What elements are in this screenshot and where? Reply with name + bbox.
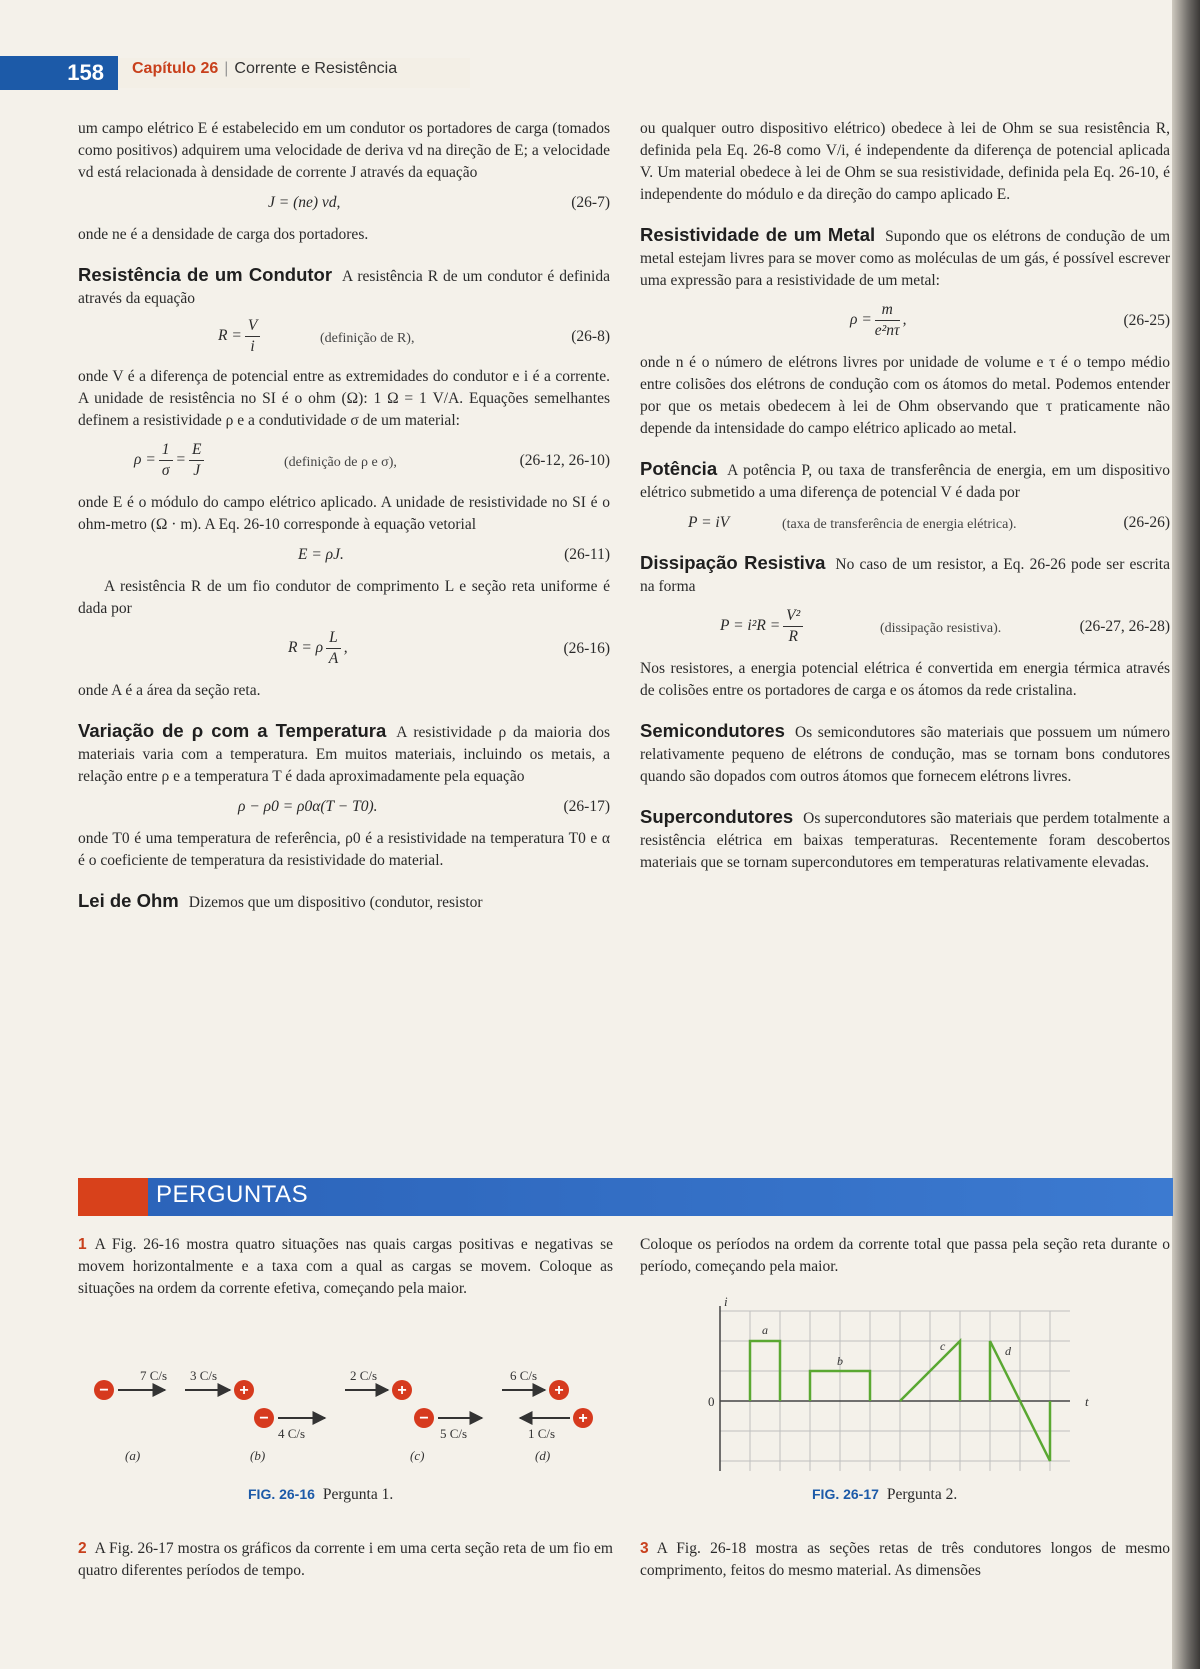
left-paragraph-3: onde V é a diferença de potencial entre as extremidades do condutor e i é a corrente. A unidade de resistência no SI é o ohm (Ω): 1 Ω = 1 V/A. Equações semelhantes definem a resistividade ρ e a condutividade σ de um material:	[78, 368, 610, 429]
grid	[720, 1311, 1070, 1471]
question-1: 1 A Fig. 26-16 mostra quatro situações nas quais cargas positivas e negativas se movem horizontalmente e a taxa com a qual as cargas se movem. Coloque as situações na ordem da corrente efetiva, começando pela maior.	[78, 1236, 613, 1297]
section-title: Dissipação Resistiva	[640, 552, 826, 573]
equation-26-25: ρ = $\frac{m}{\text{e²nτ}}$ , (26-25)	[850, 301, 1170, 339]
section-supercondutores: Supercondutores Os supercondutores são materiais que perdem totalmente a resistência elétrica em baixas temperaturas. Recentemente foram descobertos materiais que se tornam supercondutores em temperaturas relativamente elevadas.	[640, 806, 1170, 871]
label-b: (b)	[250, 1448, 266, 1463]
section-dissipacao: Dissipação Resistiva No caso de um resistor, a Eq. 26-26 pode ser escrita na forma	[640, 552, 1170, 595]
equation-26-12: ρ = $\frac{1}{\sigma}$ = $\frac{E}{J}$ (definição de ρ e σ), (26-12, 26-10)	[134, 441, 610, 479]
label-d: (d)	[535, 1448, 551, 1463]
book-spine-shadow	[1172, 0, 1200, 1669]
section-resistencia: Resistência de um Condutor A resistência R de um condutor é definida através da equação	[78, 264, 610, 307]
curve-label-a: a	[762, 1323, 768, 1337]
curve-label-c: c	[940, 1339, 946, 1353]
rate-a-top: 7 C/s	[140, 1368, 168, 1383]
right-paragraph-3: Nos resistores, a energia potencial elétrica é convertida em energia térmica através de colisões entre os portadores de carga e os átomos da rede cristalina.	[640, 660, 1170, 699]
label-a: (a)	[125, 1448, 141, 1463]
rate-b-top: 3 C/s	[190, 1368, 218, 1383]
plus-sign: +	[397, 1382, 407, 1399]
curve-label-d: d	[1005, 1344, 1011, 1358]
equation-26-16: R = ρ $\frac{L}{A}$ , (26-16)	[288, 629, 610, 667]
section-temperatura: Variação de ρ com a Temperatura A resistividade ρ da maioria dos materiais varia com a temperatura. Em muitos materiais, incluindo os metais, a relação entre ρ e a temperatura T é dada aproximadamente pela equação	[78, 720, 611, 785]
rate-d-bottom: 1 C/s	[528, 1426, 556, 1441]
rate-d-top: 6 C/s	[510, 1368, 538, 1383]
right-paragraph-2: onde n é o número de elétrons livres por unidade de volume e τ é o tempo médio entre colisões dos elétrons de condução com os átomos do metal. Podemos entender por que os metais obedecem à lei de Ohm observando que τ praticamente não depende da intensidade do campo elétrico aplicado ao metal.	[640, 354, 1170, 437]
curve-label-b: b	[837, 1354, 843, 1368]
axis-label-i: i	[724, 1296, 728, 1309]
figure-26-16	[80, 1360, 610, 1490]
figure-26-16-caption: FIG. 26-16 Pergunta 1.	[248, 1486, 394, 1503]
perguntas-title: PERGUNTAS	[156, 1181, 309, 1208]
equation-26-17: ρ − ρ0 = ρ0α(T − T0). (26-17)	[238, 798, 610, 815]
left-paragraph-6: onde A é a área da seção reta.	[78, 682, 261, 699]
left-paragraph-1: um campo elétrico E é estabelecido em um condutor os portadores de carga (tomados como positivos) adquirem uma velocidade de deriva vd na direção de E; a velocidade vd está relacionada à densidade de corrente J através da equação	[78, 120, 610, 181]
equation-26-11: E = ρJ. (26-11)	[298, 546, 610, 563]
figure-26-17-caption: FIG. 26-17 Pergunta 2.	[812, 1486, 958, 1503]
section-title: Semicondutores	[640, 720, 785, 741]
section-lei-ohm: Lei de Ohm Dizemos que um dispositivo (condutor, resistor	[78, 890, 483, 911]
minus-sign: −	[259, 1410, 269, 1427]
section-semicondutores: Semicondutores Os semicondutores são materiais que possuem um número relativamente pequeno de elétrons de condução, mas se tornam bons condutores quando são dopados com outros átomos que fornecem elétrons livres.	[640, 720, 1170, 785]
rate-c-bottom: 5 C/s	[440, 1426, 468, 1441]
minus-sign: −	[419, 1410, 429, 1427]
section-title: Potência	[640, 458, 718, 479]
question-2-continuation: Coloque os períodos na ordem da corrente total que passa pela seção reta durante o período, começando pela maior.	[640, 1236, 1170, 1275]
label-c: (c)	[410, 1448, 425, 1463]
rate-b-bottom: 4 C/s	[278, 1426, 306, 1441]
left-paragraph-4: onde E é o módulo do campo elétrico aplicado. A unidade de resistividade no SI é o ohm-metro (Ω · m). A Eq. 26-10 corresponde à equação vetorial	[78, 494, 610, 533]
chapter-heading: Capítulo 26 | Corrente e Resistência	[132, 60, 398, 77]
rate-c-top: 2 C/s	[350, 1368, 378, 1383]
plus-sign: +	[239, 1382, 249, 1399]
question-3: 3 A Fig. 26-18 mostra as seções retas de três condutores longos de mesmo comprimento, feitos do mesmo material. As dimensões	[640, 1540, 1170, 1579]
plus-sign: +	[554, 1382, 564, 1399]
section-title: Supercondutores	[640, 806, 794, 827]
equation-26-7: J = (ne) vd, (26-7)	[268, 194, 610, 211]
section-title: Resistividade de um Metal	[640, 224, 876, 245]
minus-sign: −	[99, 1382, 109, 1399]
axis-label-t: t	[1085, 1394, 1089, 1409]
equation-26-27: P = i²R = $\frac{\text{V²}}{R}$ (dissipação resistiva). (26-27, 26-28)	[720, 607, 1170, 645]
section-title: Lei de Ohm	[78, 890, 179, 911]
zero-label: 0	[708, 1394, 715, 1409]
left-paragraph-5: A resistência R de um fio condutor de comprimento L e seção reta uniforme é dada por	[78, 578, 610, 617]
banner-tab	[78, 1178, 148, 1216]
perguntas-banner	[78, 1178, 1173, 1216]
right-paragraph-1: ou qualquer outro dispositivo elétrico) obedece à lei de Ohm se sua resistência R, definida pela Eq. 26-8 como V/i, é independente da diferença de potencial aplicada V. Um material obedece à lei de Ohm se sua resistividade, definida pela Eq. 26-10, é independente do módulo e da direção do campo aplicado E.	[640, 120, 1170, 203]
chapter-label: Capítulo 26	[132, 60, 219, 77]
figure-26-17	[700, 1296, 1100, 1476]
section-title: Variação de ρ com a Temperatura	[78, 720, 387, 741]
equation-26-8: R = $\frac{V}{i}$ (definição de R), (26-8)	[218, 317, 610, 355]
section-resistividade-metal: Resistividade de um Metal Supondo que os elétrons de condução de um metal estejam livres para se mover como as moléculas de um gás, é possível escrever uma expressão para a resistividade de um metal:	[640, 224, 1170, 289]
left-paragraph-7: onde T0 é uma temperatura de referência, ρ0 é a resistividade na temperatura T0 e α é o coeficiente de temperatura da resistividade do material.	[78, 830, 610, 869]
plus-sign: +	[578, 1410, 588, 1427]
section-title: Resistência de um Condutor	[78, 264, 333, 285]
chapter-title: Corrente e Resistência	[234, 60, 398, 77]
right-column	[640, 118, 1170, 874]
left-column	[78, 118, 610, 914]
page-number: 158	[0, 56, 118, 90]
question-2: 2 A Fig. 26-17 mostra os gráficos da corrente i em uma certa seção reta de um fio em quatro diferentes períodos de tempo.	[78, 1540, 613, 1579]
equation-26-26: P = iV (taxa de transferência de energia elétrica). (26-26)	[688, 514, 1170, 532]
left-paragraph-2: onde ne é a densidade de carga dos portadores.	[78, 226, 369, 243]
section-potencia: Potência A potência P, ou taxa de transferência de energia, em um dispositivo elétrico submetido a uma diferença de potencial V é dada por	[640, 458, 1170, 501]
